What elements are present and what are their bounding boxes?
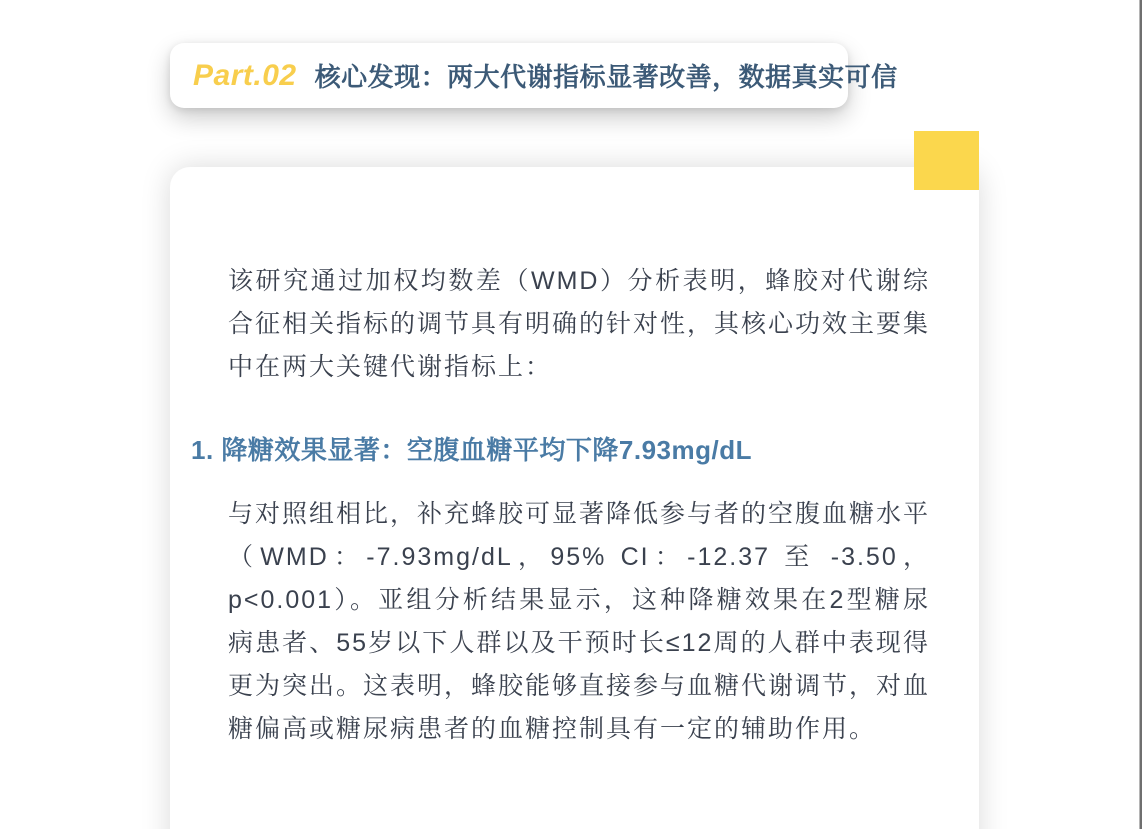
section-title: 核心发现：两大代谢指标显著改善，数据真实可信	[314, 62, 898, 92]
glucose-detail-paragraph: 与对照组相比，补充蜂胶可显著降低参与者的空腹血糖水平（WMD：-7.93mg/dL，95% CI：-12.37 至 -3.50，p<0.001）。亚组分析结果显示，这种降糖效果在2型糖尿病患者、55岁以下人群以及干预时长≤12周的人群中表现得更为突出。这表明，蜂胶能够直接参与血糖代谢调节，对血糖偏高或糖尿病患者的血糖控制具有一定的辅助作用。	[228, 500, 931, 743]
intro-paragraph: 该研究通过加权均数差（WMD）分析表明，蜂胶对代谢综合征相关指标的调节具有明确的针对性，其核心功效主要集中在两大关键代谢指标上：	[228, 267, 931, 381]
subsection-heading-glucose: 1. 降糖效果显著：空腹血糖平均下降7.93mg/dL	[191, 435, 752, 465]
content-card	[170, 167, 979, 829]
section-header-banner	[170, 43, 898, 108]
gold-square-accent	[914, 131, 979, 190]
part-number-label: Part.02	[193, 58, 297, 92]
